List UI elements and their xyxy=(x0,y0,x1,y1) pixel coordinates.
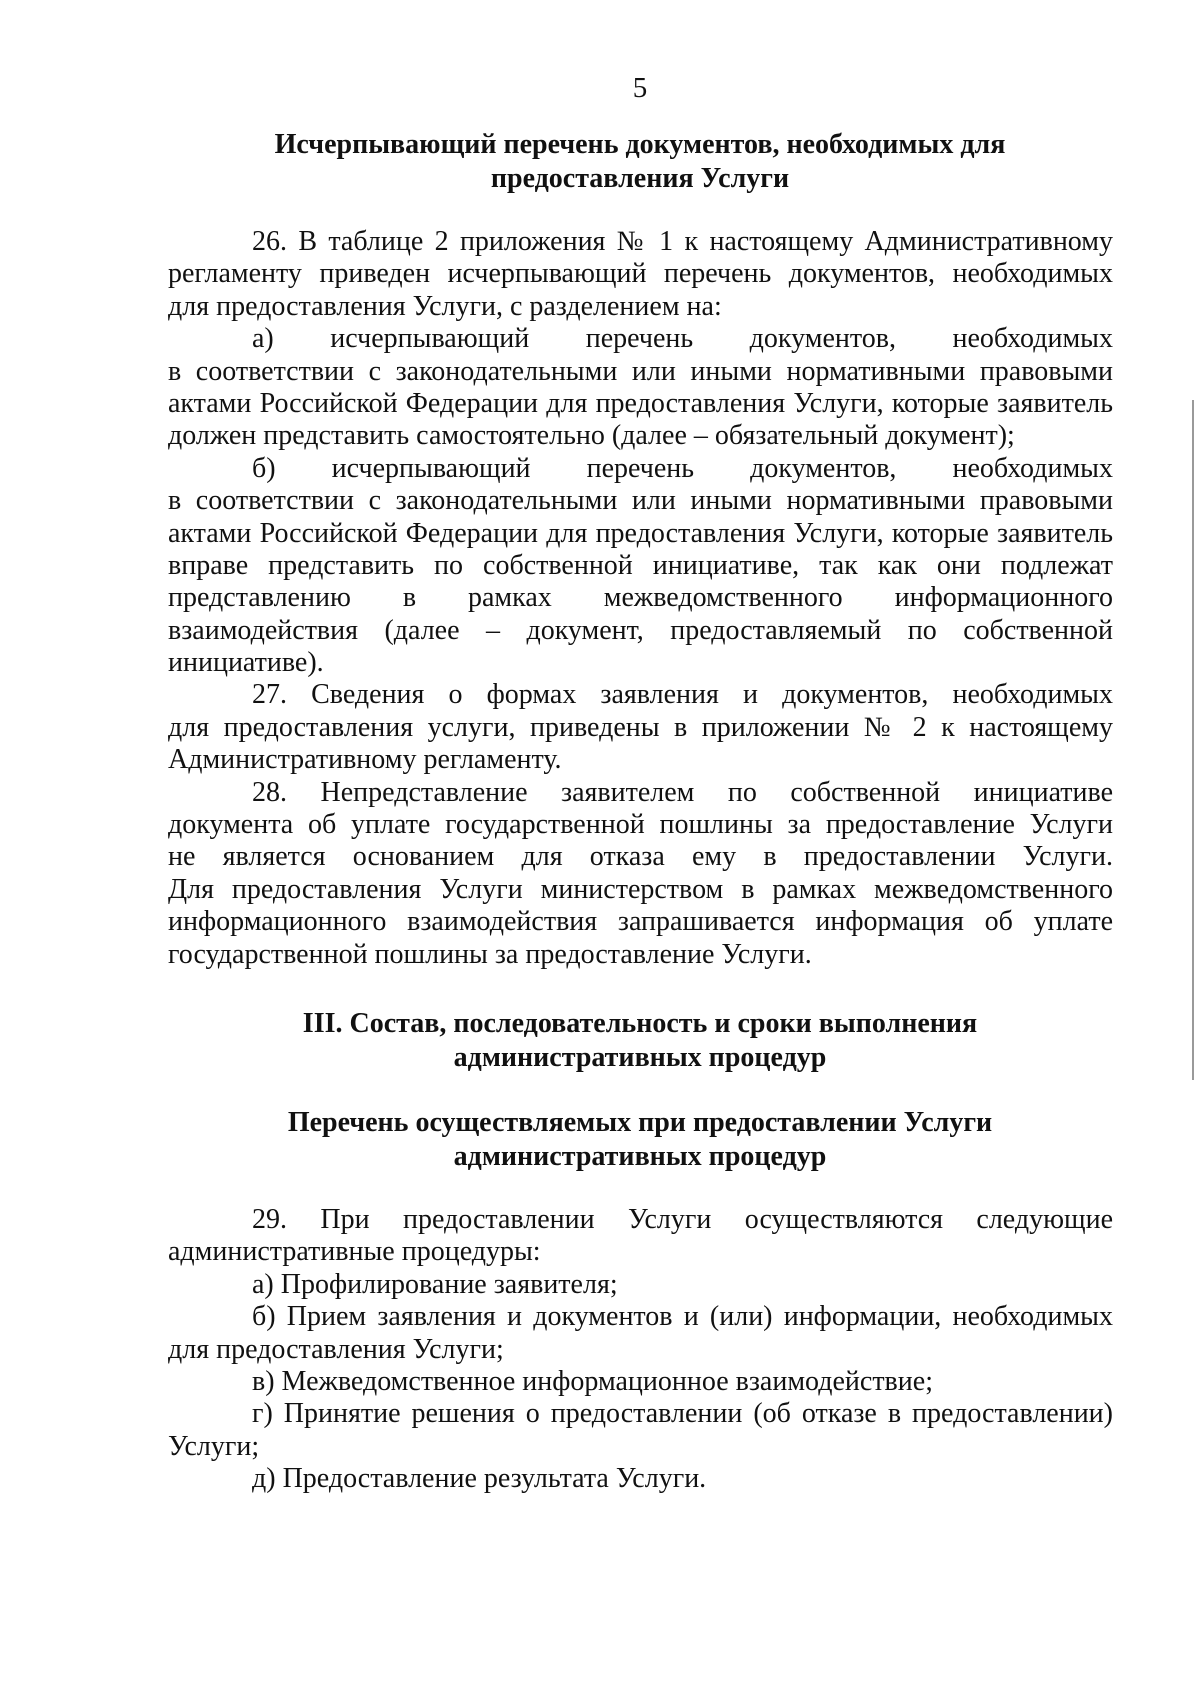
text-line: регламенту приведен исчерпывающий перечень документов, необходимых xyxy=(168,258,1113,290)
text-line: 29. При предоставлении Услуги осуществляются следующие xyxy=(252,1204,1113,1235)
text-line: 27. Сведения о формах заявления и документов, необходимых xyxy=(252,679,1113,711)
heading-line: Перечень осуществляемых при предоставлении Услуги xyxy=(287,1107,993,1138)
section-heading-documents xyxy=(170,128,1110,196)
paragraphs-26-28 xyxy=(168,226,1113,971)
text-line: Услуги; xyxy=(168,1430,260,1462)
text-line: административные процедуры: xyxy=(168,1236,541,1268)
text-line: в соответствии с законодательными или иными нормативными правовыми xyxy=(168,485,1113,517)
page-number: 5 xyxy=(632,72,648,104)
paragraph-29 xyxy=(168,1204,1113,1496)
heading-line: Исчерпывающий перечень документов, необходимых для xyxy=(274,129,1006,160)
text-line: 28. Непредставление заявителем по собственной инициативе xyxy=(252,776,1113,808)
section-heading-procedures xyxy=(170,1106,1110,1174)
text-line: актами Российской Федерации для предоставления Услуги, которые заявитель xyxy=(168,517,1113,549)
text-line: информационного взаимодействия запрашивается информация об уплате xyxy=(168,906,1113,938)
heading-line: предоставления Услуги xyxy=(490,163,790,194)
list-item: д) Предоставление результата Услуги. xyxy=(252,1463,707,1495)
list-item: а) Профилирование заявителя; xyxy=(252,1268,618,1300)
text-line: для предоставления Услуги, с разделением на: xyxy=(168,290,722,322)
text-line: представлению в рамках межведомственного информационного xyxy=(168,582,1113,614)
list-item: б) Прием заявления и документов и (или) информации, необходимых xyxy=(252,1301,1113,1333)
text-line: Административному регламенту. xyxy=(168,744,562,776)
text-line: должен представить самостоятельно (далее – обязательный документ); xyxy=(168,420,1015,452)
heading-line: административных процедур xyxy=(453,1042,827,1073)
text-line: в соответствии с законодательными или иными нормативными правовыми xyxy=(168,355,1113,387)
text-line: 26. В таблице 2 приложения № 1 к настоящему Административному xyxy=(252,226,1113,257)
heading-line: III. Состав, последовательность и сроки выполнения xyxy=(302,1008,978,1039)
text-line: актами Российской Федерации для предоставления Услуги, которые заявитель xyxy=(168,387,1113,419)
scan-edge-line xyxy=(1192,400,1194,1080)
text-line: б) исчерпывающий перечень документов, необходимых xyxy=(252,452,1113,484)
text-line: взаимодействия (далее – документ, предоставляемый по собственной xyxy=(168,614,1113,646)
text-line: инициативе). xyxy=(168,647,324,679)
text-line: государственной пошлины за предоставление Услуги. xyxy=(168,938,812,970)
text-line: для предоставления услуги, приведены в приложении № 2 к настоящему xyxy=(168,711,1113,743)
section-heading-iii xyxy=(170,1007,1110,1075)
text-line: документа об уплате государственной пошлины за предоставление Услуги xyxy=(168,809,1113,841)
list-item: в) Межведомственное информационное взаимодействие; xyxy=(252,1365,933,1397)
text-line: Для предоставления Услуги министерством в рамках межведомственного xyxy=(168,873,1113,905)
text-line: для предоставления Услуги; xyxy=(168,1333,504,1365)
text-line: а) исчерпывающий перечень документов, необходимых xyxy=(252,323,1113,355)
text-line: не является основанием для отказа ему в предоставлении Услуги. xyxy=(168,841,1113,873)
list-item: г) Принятие решения о предоставлении (об отказе в предоставлении) xyxy=(252,1398,1113,1430)
heading-line: административных процедур xyxy=(453,1141,827,1172)
text-line: вправе представить по собственной инициативе, так как они подлежат xyxy=(168,549,1113,581)
